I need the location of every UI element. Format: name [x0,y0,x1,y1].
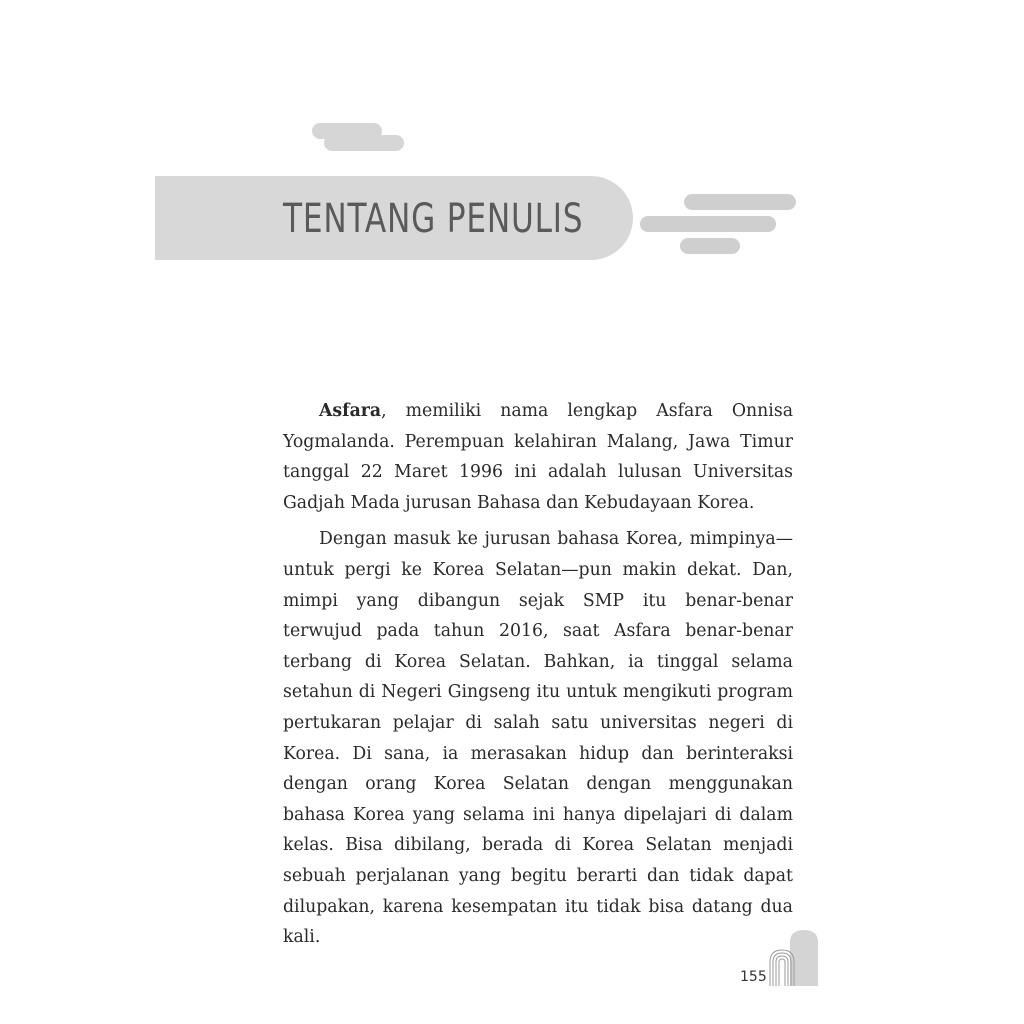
paragraph [283,396,793,518]
author-name: Asfara [319,401,382,421]
author-bio [283,396,793,959]
page-number: 155 [740,969,767,985]
cloud-decoration-icon [638,190,798,258]
paragraph-text: , memiliki nama lengkap Asfara Onnisa Yogmalanda. Perempuan kelahiran Malang, Jawa Timur tanggal 22 Maret 1996 ini adalah lulusan Universitas Gadjah Mada jurusan Bahasa dan Kebudayaan Korea. [283,401,793,513]
cloud-decoration-icon [312,123,404,165]
page-title: TENTANG PENULIS [283,196,584,242]
paragraph: Dengan masuk ke jurusan bahasa Korea, mimpinya—untuk pergi ke Korea Selatan—pun makin dekat. Dan, mimpi yang dibangun sejak SMP itu benar-benar terwujud pada tahun 2016, saat Asfara benar-benar terbang di Korea Selatan. Bahkan, ia tinggal selama setahun di Negeri Gingseng itu untuk mengikuti program pertukaran pelajar di salah satu universitas negeri di Korea. Di sana, ia merasakan hidup dan berinteraksi dengan orang Korea Selatan dengan menggunakan bahasa Korea yang selama ini hanya dipelajari di dalam kelas. Bisa dibilang, berada di Korea Selatan menjadi sebuah perjalanan yang begitu berarti dan tidak dapat dilupakan, karena kesempatan itu tidak bisa datang dua kali. [283,529,793,948]
arch-ornament-icon [766,928,822,988]
